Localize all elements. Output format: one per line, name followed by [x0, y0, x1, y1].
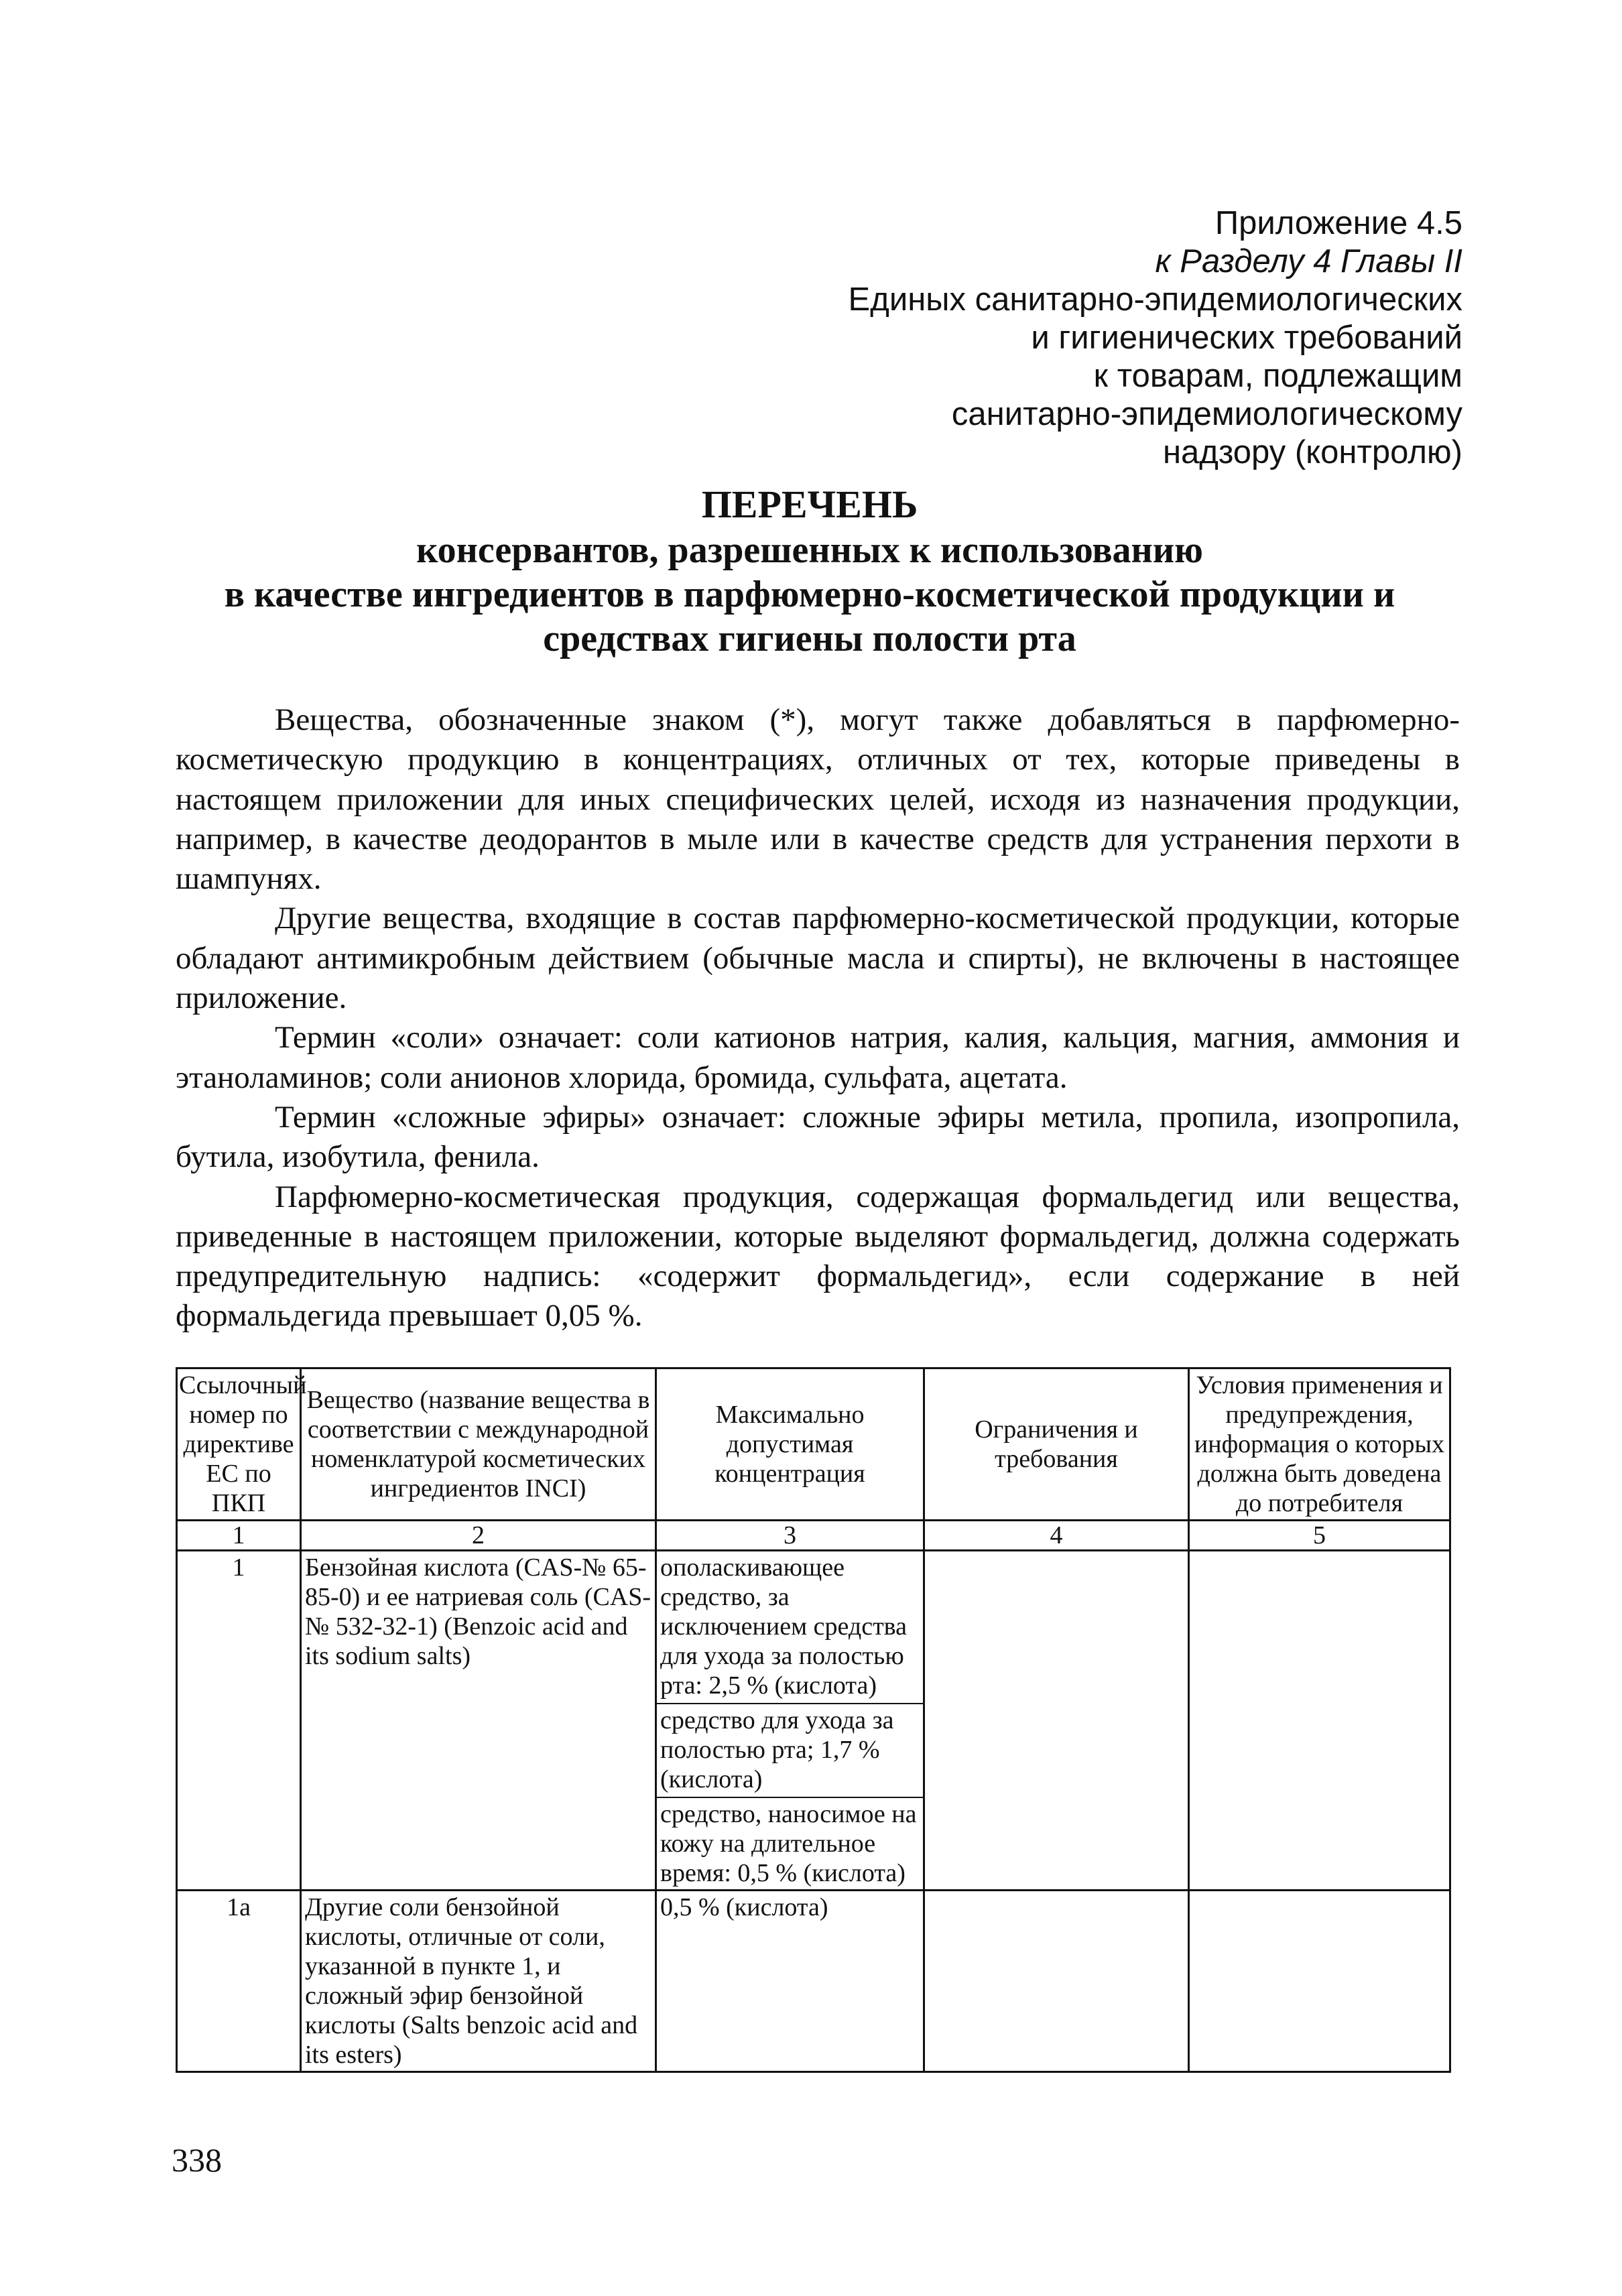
column-number: 1	[177, 1521, 301, 1551]
paragraph: Другие вещества, входящие в состав парфюмерно-косметической продукции, которые обладают антимикробным действием (обычные масла и спирты), не включены в настоящее приложение.	[176, 901, 1460, 1016]
intro-text	[176, 700, 1460, 1336]
header-substance: Вещество (название вещества в соответствии с международной номенклатурой косметических ингредиентов INCI)	[301, 1368, 656, 1521]
concentration-entry: 0,5 % (кислота)	[660, 1893, 828, 1921]
title-line: консервантов, разрешенных к использованию	[416, 529, 1203, 571]
cell-conditions	[1189, 1891, 1450, 2072]
paragraph: Вещества, обозначенные знаком (*), могут также добавляться в парфюмерно-косметическую продукцию в концентрациях, отличных от тех, которые приведены в настоящем приложении для иных специфических целей, исходя из назначения продукции, например, в качестве деодорантов в мыле или в качестве средств для устранения перхоти в шампунях.	[176, 702, 1460, 897]
table-column-numbers	[177, 1521, 1450, 1551]
annex-reference	[849, 204, 1462, 472]
concentration-entry: средство, наносимое на кожу на длительное время: 0,5 % (кислота)	[657, 1797, 923, 1888]
cell-ref: 1a	[177, 1891, 301, 2072]
annex-line: и гигиенических требований	[1031, 320, 1462, 356]
cell-substance: Бензойная кислота (CAS-№ 65-85-0) и ее натриевая соль (CAS-№ 532-32-1) (Benzoic acid and its sodium salts)	[301, 1551, 656, 1891]
annex-line: к товарам, подлежащим	[1093, 358, 1462, 394]
paragraph: Термин «соли» означает: соли катионов натрия, калия, кальция, магния, аммония и этаноламинов; соли анионов хлорида, бромида, сульфата, ацетата.	[176, 1020, 1460, 1095]
table-row	[177, 1891, 1450, 2072]
annex-line: Приложение 4.5	[1214, 205, 1462, 241]
annex-line: к Разделу 4 Главы II	[1155, 243, 1462, 279]
column-number: 3	[656, 1521, 924, 1551]
cell-restrictions	[924, 1891, 1189, 2072]
title-line: в качестве ингредиентов в парфюмерно-косметической продукции и	[224, 574, 1395, 615]
annex-line: Единых санитарно-эпидемиологических	[848, 281, 1462, 318]
header-ref-number: Ссылочный номер по директиве ЕС по ПКП	[177, 1368, 301, 1521]
concentration-entry: ополаскивающее средство, за исключением средства для ухода за полостью рта: 2,5 % (кислота)	[660, 1553, 907, 1700]
header-conditions: Условия применения и предупреждения, информация о которых должна быть доведена до потребителя	[1189, 1368, 1450, 1521]
page-number: 338	[172, 2141, 222, 2179]
annex-line: надзору (контролю)	[1162, 434, 1462, 470]
concentration-entry: средство для ухода за полостью рта; 1,7 % (кислота)	[657, 1703, 923, 1794]
cell-concentration	[656, 1891, 924, 2072]
cell-substance: Другие соли бензойной кислоты, отличные от соли, указанной в пункте 1, и сложный эфир бензойной кислоты (Salts benzoic acid and its esters)	[301, 1891, 656, 2072]
cell-ref: 1	[177, 1551, 301, 1891]
document-title	[161, 483, 1458, 661]
column-number: 5	[1189, 1521, 1450, 1551]
table-header-row	[177, 1368, 1450, 1521]
header-restrictions: Ограничения и требования	[924, 1368, 1189, 1521]
column-number: 4	[924, 1521, 1189, 1551]
preservatives-table	[176, 1367, 1451, 2073]
title-main: ПЕРЕЧЕНЬ	[701, 483, 918, 526]
cell-restrictions	[924, 1551, 1189, 1891]
header-max-concentration: Максимально допустимая концентрация	[656, 1368, 924, 1521]
cell-concentration	[656, 1551, 924, 1891]
title-line: средствах гигиены полости рта	[543, 618, 1076, 659]
annex-line: санитарно-эпидемиологическому	[951, 396, 1462, 432]
paragraph: Парфюмерно-косметическая продукция, содержащая формальдегид или вещества, приведенные в настоящем приложении, которые выделяют формальдегид, должна содержать предупредительную надпись: «содержит формальдегид», если содержание в ней формальдегида превышает 0,05 %.	[176, 1179, 1460, 1334]
paragraph: Термин «сложные эфиры» означает: сложные эфиры метила, пропила, изопропила, бутила, изобутила, фенила.	[176, 1099, 1460, 1175]
column-number: 2	[301, 1521, 656, 1551]
cell-conditions	[1189, 1551, 1450, 1891]
table-row	[177, 1551, 1450, 1891]
